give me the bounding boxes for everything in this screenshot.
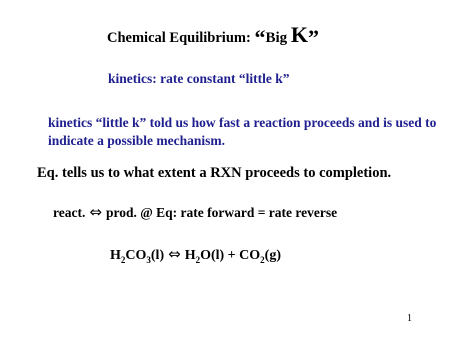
kinetics-line: kinetics: rate constant “little k” [108,71,290,86]
reactants-products-line [53,203,337,221]
reactant-co: CO [125,248,147,263]
react-label: react. [53,205,86,220]
reactant-sub-o: 3 [146,254,151,265]
double-arrow-icon: ⇔ [89,203,102,221]
page-number: 1 [407,313,412,324]
prod-rate-label: prod. @ Eq: rate forward = rate reverse [105,205,338,220]
title-text: Chemical Equilibrium: [107,30,255,46]
product-sub-co2: 2 [260,254,265,265]
product-rest: O(l) + CO [200,248,261,263]
big-word: Big [265,30,291,46]
reactant-h: H [110,248,121,263]
equilibrium-extent-statement: Eq. tells us to what extent a RXN proceeds to completion. [37,165,392,181]
reactant-sub-h: 2 [120,254,126,265]
product-h: H [184,248,196,263]
product-sub-h: 2 [195,254,201,265]
reactant-state: (l) [150,248,165,263]
product-state: (g) [264,248,281,263]
chemical-reaction [110,245,281,264]
big-k-label [254,22,319,50]
kinetics-description: kinetics “little k” told us how fast a reaction proceeds and is used to indicate a possible mechanism. [48,115,437,148]
open-quote: “ [254,25,266,50]
slide-title [107,22,319,48]
big-k-letter: K [290,22,308,47]
close-quote: ” [308,25,319,50]
reaction-double-arrow-icon: ⇔ [168,245,181,263]
